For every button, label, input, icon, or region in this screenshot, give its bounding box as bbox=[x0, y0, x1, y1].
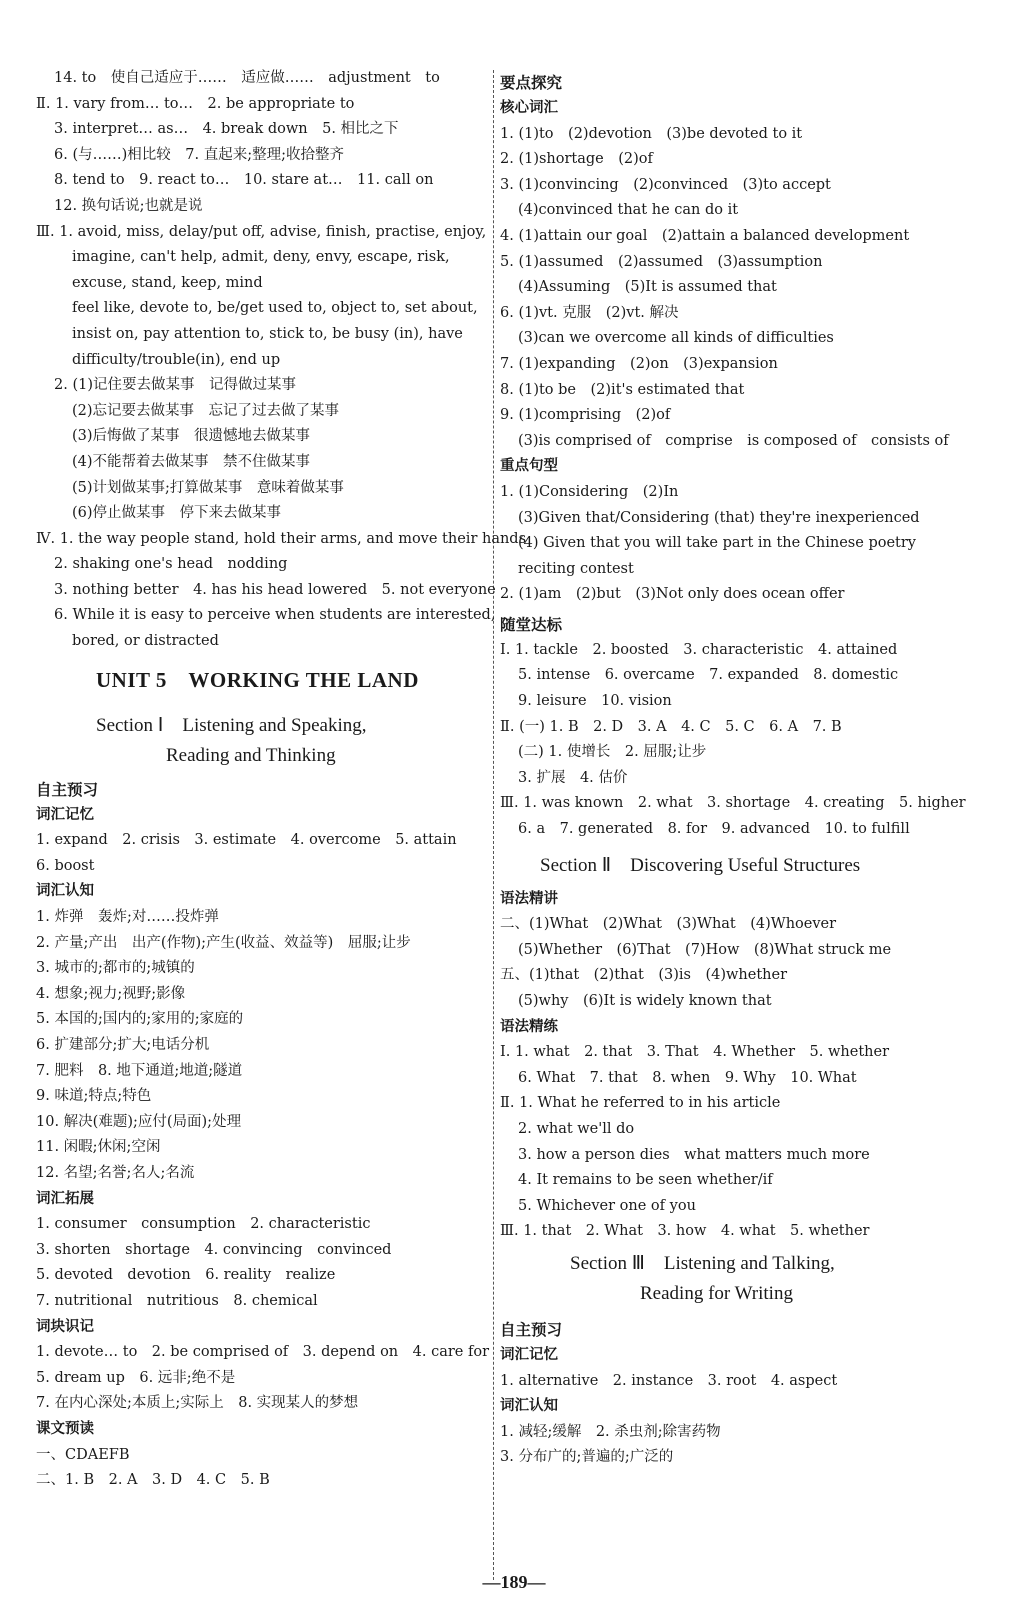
text-line: 二、1. B 2. A 3. D 4. C 5. B bbox=[36, 1472, 270, 1489]
text-line: 3. (1)convincing (2)convinced (3)to accept bbox=[500, 176, 831, 193]
text-line: 5. (1)assumed (2)assumed (3)assumption bbox=[500, 253, 823, 270]
text-line: 3. how a person dies what matters much more bbox=[518, 1146, 870, 1163]
sub-heading: 语法精讲 bbox=[500, 890, 558, 907]
text-line: 2. 产量;产出 出产(作物);产生(收益、效益等) 屈服;让步 bbox=[36, 934, 411, 951]
sub-heading: 词汇记忆 bbox=[500, 1346, 558, 1363]
text-line: 1. 减轻;缓解 2. 杀虫剂;除害药物 bbox=[500, 1423, 721, 1440]
text-line: 五、(1)that (2)that (3)is (4)whether bbox=[500, 967, 788, 984]
text-line: Ⅲ. 1. avoid, miss, delay/put off, advise, finish, practise, enjoy, bbox=[36, 223, 487, 240]
text-line: 3. 分布广的;普遍的;广泛的 bbox=[500, 1449, 674, 1466]
text-line: 3. 扩展 4. 估价 bbox=[518, 769, 628, 786]
section-heading: 随堂达标 bbox=[500, 615, 563, 634]
text-line: reciting contest bbox=[518, 560, 634, 577]
text-line: 11. 闲暇;休闲;空闲 bbox=[36, 1139, 161, 1156]
text-line: (3)is comprised of comprise is composed of consists of bbox=[518, 432, 949, 449]
text-line: 2. (1)shortage (2)of bbox=[500, 151, 653, 168]
section-title: Section Ⅲ Listening and Talking, bbox=[570, 1252, 835, 1274]
text-line: (4) Given that you will take part in the Chinese poetry bbox=[518, 535, 916, 552]
text-line: 6. (与……)相比较 7. 直起来;整理;收拾整齐 bbox=[54, 146, 344, 163]
sub-heading: 词块识记 bbox=[36, 1318, 94, 1335]
text-line: (4)Assuming (5)It is assumed that bbox=[518, 279, 777, 296]
text-line: 8. (1)to be (2)it's estimated that bbox=[500, 381, 745, 398]
text-line: Ⅲ. 1. that 2. What 3. how 4. what 5. whether bbox=[500, 1223, 870, 1240]
sub-heading: 重点句型 bbox=[500, 458, 558, 475]
section-title: Section Ⅱ Discovering Useful Structures bbox=[540, 854, 861, 876]
text-line: 1. expand 2. crisis 3. estimate 4. overcome 5. attain bbox=[36, 832, 457, 849]
section-title: Reading for Writing bbox=[640, 1282, 793, 1304]
text-line: 5. intense 6. overcame 7. expanded 8. domestic bbox=[518, 667, 899, 684]
section-title: Reading and Thinking bbox=[166, 744, 336, 766]
text-line: Ⅱ. (一) 1. B 2. D 3. A 4. C 5. C 6. A 7. B bbox=[500, 718, 842, 735]
text-line: Ⅳ. 1. the way people stand, hold their arms, and move their hands bbox=[36, 530, 527, 547]
text-line: 6. (1)vt. 克服 (2)vt. 解决 bbox=[500, 304, 679, 321]
text-line: 3. nothing better 4. has his head lowered 5. not everyone bbox=[54, 581, 496, 598]
section-heading: 要点探究 bbox=[500, 74, 563, 92]
text-line: 12. 换句话说;也就是说 bbox=[54, 197, 203, 214]
text-line: difficulty/trouble(in), end up bbox=[72, 351, 281, 368]
text-line: 6. What 7. that 8. when 9. Why 10. What bbox=[518, 1069, 857, 1086]
text-line: Ⅰ. 1. what 2. that 3. That 4. Whether 5. whether bbox=[500, 1044, 890, 1061]
text-line: 2. (1)am (2)but (3)Not only does ocean offer bbox=[500, 586, 845, 603]
text-line: 5. dream up 6. 远非;绝不是 bbox=[36, 1369, 236, 1386]
unit-title: UNIT 5 WORKING THE LAND bbox=[96, 667, 419, 692]
text-line: 1. consumer consumption 2. characteristic bbox=[36, 1216, 371, 1233]
text-line: (4)convinced that he can do it bbox=[518, 202, 739, 219]
text-line: (6)停止做某事 停下来去做某事 bbox=[72, 505, 282, 522]
text-line: feel like, devote to, be/get used to, object to, set about, bbox=[72, 300, 478, 317]
text-line: 1. (1)Considering (2)In bbox=[500, 483, 679, 500]
text-line: bored, or distracted bbox=[72, 633, 219, 650]
text-line: (5)why (6)It is widely known that bbox=[518, 993, 772, 1009]
text-line: 1. alternative 2. instance 3. root 4. aspect bbox=[500, 1372, 838, 1389]
text-line: 1. 炸弹 轰炸;对……投炸弹 bbox=[36, 909, 219, 926]
text-line: 9. 味道;特点;特色 bbox=[36, 1088, 152, 1105]
left-column bbox=[36, 66, 527, 1494]
text-line: 4. It remains to be seen whether/if bbox=[518, 1172, 773, 1189]
text-line: excuse, stand, keep, mind bbox=[72, 274, 263, 291]
text-line: 1. devote… to 2. be comprised of 3. depend on 4. care for bbox=[36, 1344, 490, 1361]
text-line: (5)计划做某事;打算做某事 意味着做某事 bbox=[72, 479, 344, 496]
text-line: Ⅲ. 1. was known 2. what 3. shortage 4. creating 5. higher bbox=[500, 795, 966, 812]
text-line: 12. 名望;名誉;名人;名流 bbox=[36, 1164, 195, 1181]
text-line: (3)can we overcome all kinds of difficulties bbox=[518, 330, 834, 347]
text-line: 9. (1)comprising (2)of bbox=[500, 407, 671, 424]
text-line: 5. Whichever one of you bbox=[518, 1197, 696, 1214]
text-line: 6. boost bbox=[36, 857, 95, 874]
sub-heading: 词汇拓展 bbox=[36, 1190, 94, 1207]
section-title: Section Ⅰ Listening and Speaking, bbox=[96, 714, 367, 736]
text-line: 3. 城市的;都市的;城镇的 bbox=[36, 960, 195, 977]
section-heading: 自主预习 bbox=[36, 780, 99, 799]
text-line: 1. (1)to (2)devotion (3)be devoted to it bbox=[500, 125, 803, 142]
text-line: (二) 1. 使增长 2. 屈服;让步 bbox=[518, 744, 707, 761]
text-line: 7. 在内心深处;本质上;实际上 8. 实现某人的梦想 bbox=[36, 1395, 359, 1412]
text-line: 6. While it is easy to perceive when students are interested, bbox=[54, 607, 496, 624]
section-heading: 自主预习 bbox=[500, 1320, 563, 1339]
text-line: 2. (1)记住要去做某事 记得做过某事 bbox=[54, 377, 296, 394]
text-line: 7. (1)expanding (2)on (3)expansion bbox=[500, 355, 778, 372]
text-line: insist on, pay attention to, stick to, be busy (in), have bbox=[72, 325, 463, 342]
page-number: —189— bbox=[482, 1572, 546, 1592]
text-line: 7. nutritional nutritious 8. chemical bbox=[36, 1292, 318, 1309]
sub-heading: 核心词汇 bbox=[500, 100, 558, 116]
text-line: Ⅱ. 1. What he referred to in his article bbox=[500, 1095, 781, 1112]
text-line: Ⅱ. 1. vary from… to… 2. be appropriate to bbox=[36, 95, 355, 112]
column-divider bbox=[493, 70, 494, 1580]
text-line: (3)Given that/Considering (that) they're inexperienced bbox=[518, 509, 920, 526]
text-line: 9. leisure 10. vision bbox=[518, 693, 672, 710]
text-line: 5. devoted devotion 6. reality realize bbox=[36, 1267, 336, 1284]
sub-heading: 词汇记忆 bbox=[36, 806, 94, 823]
text-line: 一、CDAEFB bbox=[36, 1446, 130, 1463]
text-line: 6. a 7. generated 8. for 9. advanced 10. to fulfill bbox=[518, 821, 910, 838]
text-line: 10. 解决(难题);应付(局面);处理 bbox=[36, 1113, 242, 1130]
text-line: 8. tend to 9. react to… 10. stare at… 11. call on bbox=[54, 172, 434, 189]
text-line: 4. (1)attain our goal (2)attain a balanced development bbox=[500, 227, 910, 244]
sub-heading: 课文预读 bbox=[36, 1420, 94, 1437]
text-line: (3)后悔做了某事 很遗憾地去做某事 bbox=[72, 428, 311, 445]
text-line: 2. shaking one's head nodding bbox=[54, 556, 288, 573]
text-line: 3. shorten shortage 4. convincing convinced bbox=[36, 1241, 392, 1258]
text-line: 6. 扩建部分;扩大;电话分机 bbox=[36, 1037, 210, 1053]
sub-heading: 词汇认知 bbox=[36, 883, 94, 900]
text-line: Ⅰ. 1. tackle 2. boosted 3. characteristic 4. attained bbox=[500, 641, 898, 658]
text-line: (2)忘记要去做某事 忘记了过去做了某事 bbox=[72, 402, 340, 419]
text-line: 2. what we'll do bbox=[518, 1120, 635, 1137]
text-line: (5)Whether (6)That (7)How (8)What struck me bbox=[518, 941, 892, 958]
text-line: imagine, can't help, admit, deny, envy, escape, risk, bbox=[72, 249, 450, 266]
text-line: 二、(1)What (2)What (3)What (4)Whoever bbox=[500, 916, 837, 933]
text-line: 14. to 使自己适应于…… 适应做…… adjustment to bbox=[54, 70, 440, 86]
text-line: 3. interpret… as… 4. break down 5. 相比之下 bbox=[54, 121, 399, 138]
sub-heading: 词汇认知 bbox=[500, 1398, 558, 1415]
text-line: (4)不能帮着去做某事 禁不住做某事 bbox=[72, 453, 311, 470]
right-column bbox=[500, 66, 1000, 1471]
sub-heading: 语法精练 bbox=[500, 1018, 558, 1035]
text-line: 5. 本国的;国内的;家用的;家庭的 bbox=[36, 1011, 244, 1028]
text-line: 4. 想象;视力;视野;影像 bbox=[36, 985, 186, 1002]
text-line: 7. 肥料 8. 地下通道;地道;隧道 bbox=[36, 1062, 243, 1079]
